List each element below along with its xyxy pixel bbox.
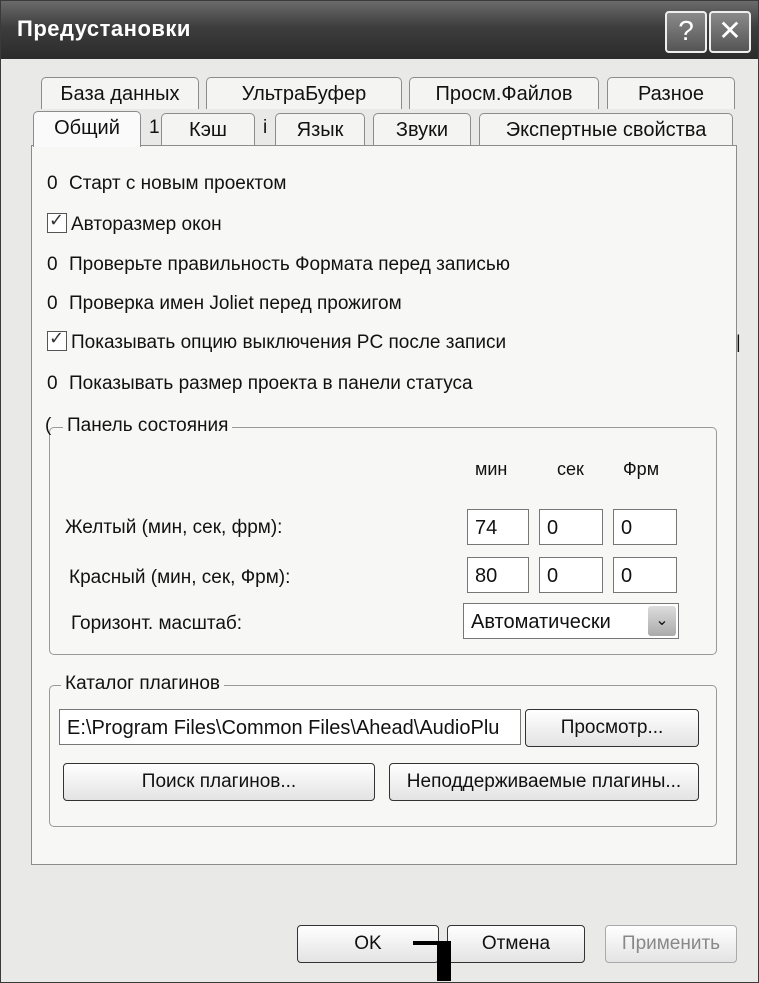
option-autosize-windows[interactable] <box>47 213 222 236</box>
col-header-frm: Фрм <box>623 459 660 479</box>
red-frm-input[interactable]: 0 <box>613 557 677 593</box>
panel-edge-mark: | <box>736 332 741 352</box>
yellow-label: Желтый (мин, сек, фрм): <box>65 517 283 538</box>
ok-button[interactable]: OK <box>297 925 439 963</box>
option-label: Авторазмер окон <box>71 214 222 235</box>
tab-database[interactable]: База данных <box>41 77 199 109</box>
red-label: Красный (мин, сек, Фрм): <box>69 567 291 588</box>
option-start-new-project[interactable] <box>47 173 286 195</box>
tab-general[interactable]: Общий <box>33 111 141 147</box>
scale-select-value: Автоматически <box>471 611 611 633</box>
apply-button[interactable]: Применить <box>605 925 737 963</box>
cancel-button[interactable]: Отмена <box>447 925 585 963</box>
red-min-input[interactable]: 80 <box>467 557 529 593</box>
chevron-down-icon[interactable]: ⌄ <box>648 606 676 636</box>
annotation-pointer <box>437 941 451 981</box>
option-label: Старт с новым проектом <box>69 173 287 194</box>
tab-expert[interactable]: Экспертные свойства <box>479 113 733 145</box>
yellow-sec-input[interactable]: 0 <box>539 509 603 545</box>
search-plugins-button[interactable]: Поиск плагинов... <box>63 763 375 801</box>
status-panel-title: Панель состояния <box>63 415 232 437</box>
option-label: Показывать опцию выключения PC после записи <box>71 332 507 353</box>
option-mark: 0 <box>47 254 58 275</box>
unsupported-plugins-button[interactable]: Неподдерживаемые плагины... <box>389 763 699 801</box>
option-show-project-size[interactable] <box>47 373 473 395</box>
option-label: Проверьте правильность Формата перед записью <box>69 254 510 275</box>
help-icon[interactable]: ? <box>665 11 707 53</box>
tab-cache[interactable]: Кэш <box>161 113 255 145</box>
option-mark: 0 <box>47 173 58 194</box>
checkbox-checked[interactable] <box>47 213 67 233</box>
tab-sounds[interactable]: Звуки <box>373 113 471 145</box>
plugins-title: Каталог плагинов <box>61 673 224 695</box>
title-bar[interactable] <box>1 1 758 59</box>
window-title: Предустановки <box>17 16 191 41</box>
tab-file-browser[interactable]: Просм.Файлов <box>409 77 599 109</box>
checkbox-checked[interactable] <box>47 331 67 351</box>
col-header-sec: сек <box>557 459 584 479</box>
yellow-min-input[interactable]: 74 <box>467 509 529 545</box>
status-panel-mark: ( <box>45 415 52 436</box>
red-sec-input[interactable]: 0 <box>539 557 603 593</box>
scale-select[interactable] <box>463 603 679 639</box>
tab-misc[interactable]: Разное <box>607 77 735 109</box>
option-mark: 0 <box>47 373 58 394</box>
col-header-min: мин <box>475 459 508 479</box>
browse-button[interactable]: Просмотр... <box>525 709 699 747</box>
close-icon[interactable]: ✕ <box>709 11 751 53</box>
tab-marker: i <box>263 117 268 138</box>
option-check-format[interactable] <box>47 254 510 276</box>
option-label: Проверка имен Joliet перед прожигом <box>69 293 402 314</box>
option-label: Показывать размер проекта в панели статуса <box>69 373 473 394</box>
tab-language[interactable]: Язык <box>275 113 365 145</box>
yellow-frm-input[interactable]: 0 <box>613 509 677 545</box>
scale-label: Горизонт. масштаб: <box>71 613 243 634</box>
option-check-joliet[interactable] <box>47 293 402 315</box>
option-show-shutdown[interactable] <box>47 331 506 354</box>
plugins-path-input[interactable]: E:\Program Files\Common Files\Ahead\AudioPlu <box>59 709 521 745</box>
option-mark: 0 <box>47 293 58 314</box>
tab-marker: 1 <box>149 117 160 138</box>
tab-ultrabuffer[interactable]: УльтраБуфер <box>206 77 402 109</box>
plugins-group <box>49 685 717 827</box>
